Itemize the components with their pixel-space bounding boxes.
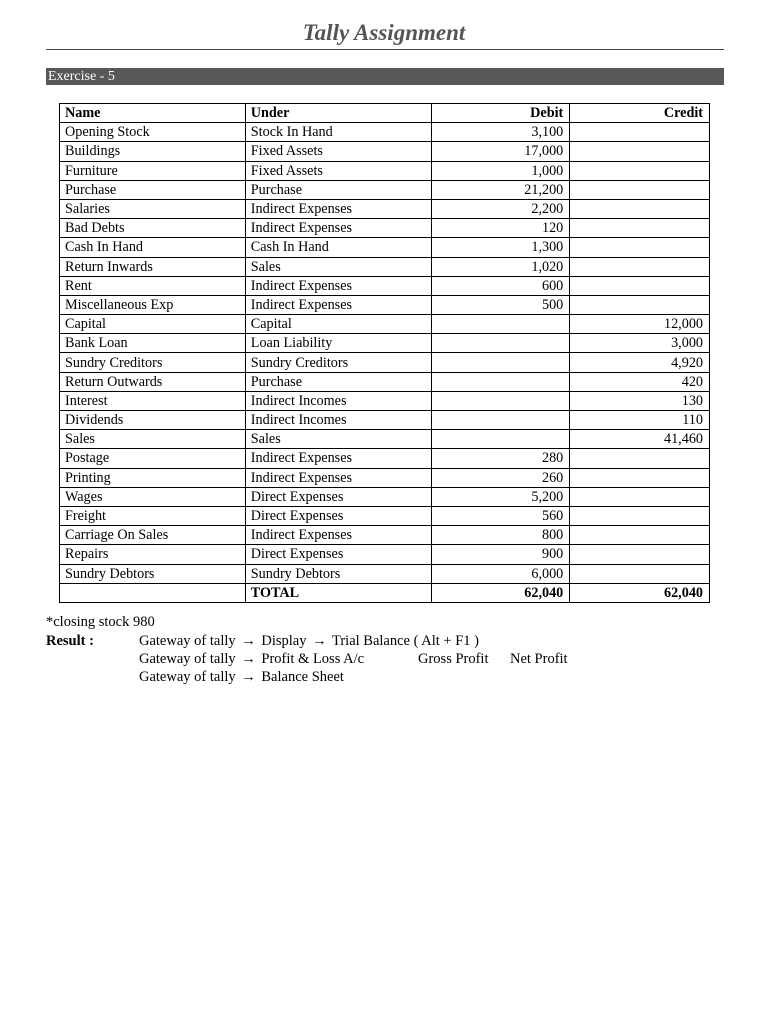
table-row — [60, 161, 710, 180]
cell-debit — [431, 334, 570, 353]
cell-debit: 2,200 — [431, 199, 570, 218]
cell-under: Capital — [245, 315, 431, 334]
table-row — [60, 142, 710, 161]
result-label: Result : — [46, 633, 94, 649]
cell-under: Cash In Hand — [245, 238, 431, 257]
cell-under: Purchase — [245, 180, 431, 199]
cell-under: Purchase — [245, 372, 431, 391]
total-row — [60, 583, 710, 602]
cell-debit — [431, 430, 570, 449]
table-row — [60, 487, 710, 506]
cell-debit — [431, 315, 570, 334]
table-row — [60, 506, 710, 525]
table-row — [60, 526, 710, 545]
cell-debit — [431, 372, 570, 391]
total-debit: 62,040 — [431, 583, 570, 602]
cell-credit: 12,000 — [570, 315, 710, 334]
cell-under: Sundry Creditors — [245, 353, 431, 372]
cell-name: Bank Loan — [60, 334, 246, 353]
cell-debit: 21,200 — [431, 180, 570, 199]
path-step: Profit & Loss A/c — [261, 651, 365, 667]
cell-debit — [431, 353, 570, 372]
table-row — [60, 564, 710, 583]
result-line-balance-sheet — [139, 669, 344, 686]
total-label: TOTAL — [245, 583, 431, 602]
cell-name: Freight — [60, 506, 246, 525]
table-row — [60, 276, 710, 295]
cell-debit: 900 — [431, 545, 570, 564]
cell-name: Sales — [60, 430, 246, 449]
table-row — [60, 449, 710, 468]
cell-under: Stock In Hand — [245, 123, 431, 142]
cell-under: Indirect Incomes — [245, 411, 431, 430]
cell-under: Fixed Assets — [245, 161, 431, 180]
column-header-name: Name — [60, 104, 246, 123]
cell-under: Indirect Expenses — [245, 199, 431, 218]
total-credit: 62,040 — [570, 583, 710, 602]
cell-under: Indirect Expenses — [245, 526, 431, 545]
table-row — [60, 315, 710, 334]
cell-debit: 800 — [431, 526, 570, 545]
cell-credit — [570, 180, 710, 199]
table-body — [60, 123, 710, 584]
cell-credit — [570, 142, 710, 161]
cell-credit — [570, 526, 710, 545]
net-profit-label: Net Profit — [510, 651, 568, 667]
table-row — [60, 353, 710, 372]
cell-debit: 260 — [431, 468, 570, 487]
table-row — [60, 180, 710, 199]
result-line-profit-loss — [139, 651, 364, 668]
cell-under: Indirect Incomes — [245, 391, 431, 410]
cell-name: Buildings — [60, 142, 246, 161]
cell-credit — [570, 468, 710, 487]
table-row — [60, 238, 710, 257]
cell-credit: 4,920 — [570, 353, 710, 372]
cell-under: Sales — [245, 430, 431, 449]
arrow-right-icon: → — [312, 633, 327, 649]
cell-debit — [431, 411, 570, 430]
cell-name: Capital — [60, 315, 246, 334]
table-row — [60, 334, 710, 353]
path-step: Gateway of tally — [139, 651, 236, 667]
table-row — [60, 372, 710, 391]
cell-name: Rent — [60, 276, 246, 295]
cell-credit: 110 — [570, 411, 710, 430]
gross-profit-label: Gross Profit — [418, 651, 489, 667]
cell-debit: 500 — [431, 295, 570, 314]
cell-credit: 420 — [570, 372, 710, 391]
cell-under: Indirect Expenses — [245, 276, 431, 295]
cell-debit: 17,000 — [431, 142, 570, 161]
path-step: Trial Balance ( Alt + F1 ) — [332, 633, 479, 649]
table-row — [60, 468, 710, 487]
cell-under: Direct Expenses — [245, 545, 431, 564]
cell-credit — [570, 219, 710, 238]
cell-name: Postage — [60, 449, 246, 468]
cell-under: Indirect Expenses — [245, 219, 431, 238]
cell-name: Carriage On Sales — [60, 526, 246, 545]
cell-name: Bad Debts — [60, 219, 246, 238]
cell-credit — [570, 449, 710, 468]
cell-name: Dividends — [60, 411, 246, 430]
cell-under: Direct Expenses — [245, 506, 431, 525]
trial-balance-table — [59, 103, 710, 603]
cell-name: Printing — [60, 468, 246, 487]
cell-name: Interest — [60, 391, 246, 410]
cell-name: Salaries — [60, 199, 246, 218]
cell-credit — [570, 487, 710, 506]
cell-debit: 1,300 — [431, 238, 570, 257]
cell-credit — [570, 161, 710, 180]
cell-debit — [431, 391, 570, 410]
cell-debit: 600 — [431, 276, 570, 295]
column-header-under: Under — [245, 104, 431, 123]
cell-under: Indirect Expenses — [245, 449, 431, 468]
table-row — [60, 295, 710, 314]
cell-credit: 130 — [570, 391, 710, 410]
column-header-debit: Debit — [431, 104, 570, 123]
cell-debit: 1,000 — [431, 161, 570, 180]
cell-credit — [570, 199, 710, 218]
cell-debit: 6,000 — [431, 564, 570, 583]
cell-under: Loan Liability — [245, 334, 431, 353]
cell-under: Indirect Expenses — [245, 468, 431, 487]
cell-debit: 3,100 — [431, 123, 570, 142]
path-step: Gateway of tally — [139, 633, 236, 649]
cell-under: Sales — [245, 257, 431, 276]
cell-under: Direct Expenses — [245, 487, 431, 506]
cell-name: Sundry Debtors — [60, 564, 246, 583]
path-step: Balance Sheet — [261, 669, 344, 685]
table-row — [60, 430, 710, 449]
column-header-credit: Credit — [570, 104, 710, 123]
cell-name: Repairs — [60, 545, 246, 564]
title-divider — [46, 49, 724, 50]
cell-name: Wages — [60, 487, 246, 506]
cell-under: Fixed Assets — [245, 142, 431, 161]
cell-name: Sundry Creditors — [60, 353, 246, 372]
table-row — [60, 391, 710, 410]
cell-name: Furniture — [60, 161, 246, 180]
total-empty-cell — [60, 583, 246, 602]
closing-stock-note: *closing stock 980 — [46, 614, 155, 630]
cell-credit — [570, 564, 710, 583]
cell-debit: 560 — [431, 506, 570, 525]
page-title: Tally Assignment — [302, 20, 466, 45]
table-row — [60, 257, 710, 276]
table-row — [60, 545, 710, 564]
cell-name: Miscellaneous Exp — [60, 295, 246, 314]
path-step: Display — [261, 633, 307, 649]
cell-name: Return Inwards — [60, 257, 246, 276]
cell-credit — [570, 506, 710, 525]
cell-credit: 41,460 — [570, 430, 710, 449]
cell-credit — [570, 123, 710, 142]
table-header-row — [60, 104, 710, 123]
cell-credit: 3,000 — [570, 334, 710, 353]
arrow-right-icon: → — [241, 669, 256, 685]
path-step: Gateway of tally — [139, 669, 236, 685]
cell-under: Indirect Expenses — [245, 295, 431, 314]
table-row — [60, 199, 710, 218]
result-line-trial-balance — [139, 633, 479, 650]
cell-name: Cash In Hand — [60, 238, 246, 257]
cell-credit — [570, 257, 710, 276]
cell-credit — [570, 238, 710, 257]
cell-credit — [570, 276, 710, 295]
arrow-right-icon: → — [241, 651, 256, 667]
cell-credit — [570, 295, 710, 314]
cell-debit: 5,200 — [431, 487, 570, 506]
cell-under: Sundry Debtors — [245, 564, 431, 583]
cell-name: Opening Stock — [60, 123, 246, 142]
table-row — [60, 123, 710, 142]
cell-debit: 1,020 — [431, 257, 570, 276]
cell-debit: 280 — [431, 449, 570, 468]
cell-name: Purchase — [60, 180, 246, 199]
arrow-right-icon: → — [241, 633, 256, 649]
cell-name: Return Outwards — [60, 372, 246, 391]
table-row — [60, 219, 710, 238]
exercise-heading-bar: Exercise - 5 — [46, 68, 724, 85]
table-row — [60, 411, 710, 430]
cell-credit — [570, 545, 710, 564]
cell-debit: 120 — [431, 219, 570, 238]
